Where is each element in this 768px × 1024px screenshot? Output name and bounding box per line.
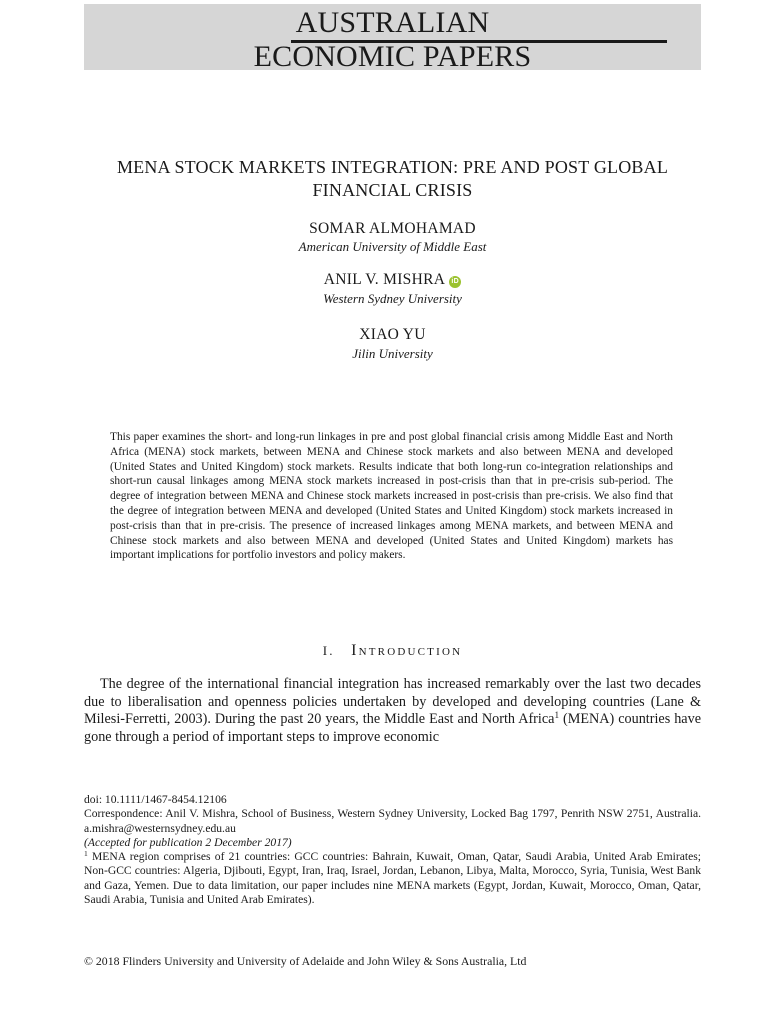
footnote-marker[interactable]: 1 xyxy=(554,710,560,721)
orcid-icon[interactable]: iD xyxy=(449,276,461,288)
author-name: ANIL V. MISHRA xyxy=(323,271,446,288)
author-affiliation: Jilin University xyxy=(352,346,433,361)
author-name: SOMAR ALMOHAMAD xyxy=(309,220,476,237)
abstract: This paper examines the short- and long-run linkages in pre and post global financial crisis among Middle East and North Africa (MENA) stock markets, between MENA and Chinese stock markets and also between MENA and developed (United States and United Kingdom) stock markets. Results indicate that both long-run co-integration relationships and short-run causal linkages among MENA stock markets increased in post-crisis than that in pre-crisis sub-period. The degree of integration between MENA and Chinese stock markets increased in post-crisis than pre-crisis. We also find that the degree of integration between MENA and developed (United States and United Kingdom) stock markets increased in post-crisis than that in pre-crisis. The presence of increased linkages among MENA markets, and between MENA and Chinese stock markets and also between MENA and developed (United States and United Kingdom) markets has important implications for portfolio investors and policy makers. xyxy=(110,431,673,562)
journal-masthead xyxy=(84,4,701,73)
author-name-row xyxy=(84,271,701,289)
footnote-number: 1 xyxy=(84,849,88,859)
correspondence: Correspondence: Anil V. Mishra, School of Business, Western Sydney University, Locked Bag 1797, Penrith NSW 2751, Australia. a.mishra@westernsydney.edu.au xyxy=(84,807,701,835)
journal-name-line2: ECONOMIC PAPERS xyxy=(253,40,532,73)
footnote-text: MENA region comprises of 21 countries: GCC countries: Bahrain, Kuwait, Oman, Qatar, Saudi Arabia, United Arab Emirates; Non-GCC countries: Algeria, Djibouti, Egypt, Iran, Iraq, Israel, Jordan, Lebanon, Libya, Malta, Morocco, Syria, Tunisia, West Bank and Gaza, Yemen. Due to data limitation, our paper includes nine MENA markets (Egypt, Jordan, Kuwait, Morocco, Oman, Qatar, Saudi Arabia, Tunisia and United Arab Emirates). xyxy=(84,850,701,907)
intro-text-continued: (MENA) countries have gone through a period of important steps to improve economic xyxy=(84,711,701,745)
section-title: Introduction xyxy=(351,642,463,659)
intro-paragraph xyxy=(84,676,701,746)
intro-text: The degree of the international financial integration has increased remarkably over the last two decades due to liberalisation and openness policies undertaken by developed and developing countries (Lane & Milesi-Ferretti, 2003). During the past 20 years, the Middle East and North Africa xyxy=(84,676,701,728)
footnote-1 xyxy=(84,850,701,907)
section-number: I. xyxy=(322,643,335,658)
section-heading xyxy=(84,642,701,660)
footnotes xyxy=(84,793,701,907)
author-affiliation: American University of Middle East xyxy=(298,239,487,254)
author-name: XIAO YU xyxy=(359,326,426,343)
author-affiliation: Western Sydney University xyxy=(323,291,462,306)
journal-name-line1: AUSTRALIAN xyxy=(295,6,490,39)
article-title: MENA STOCK MARKETS INTEGRATION: PRE AND POST GLOBAL FINANCIAL CRISIS xyxy=(116,157,669,200)
copyright-notice: © 2018 Flinders University and University of Adelaide and John Wiley & Sons Australia, Ltd xyxy=(84,954,527,968)
doi[interactable]: doi: 10.1111/1467-8454.12106 xyxy=(84,793,227,806)
accepted-date: (Accepted for publication 2 December 2017) xyxy=(84,835,292,849)
